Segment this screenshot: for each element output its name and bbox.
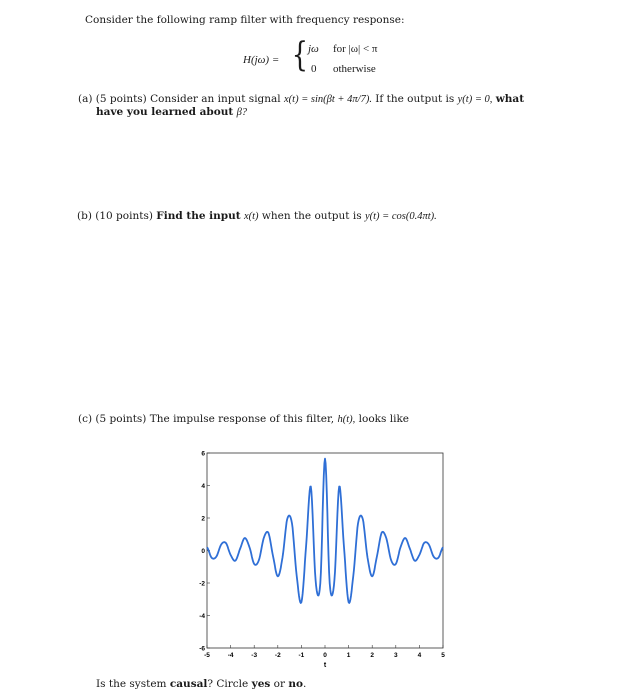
chart-y-tick-label: -2: [199, 580, 205, 588]
part-b-input-expr: x(t): [243, 211, 259, 222]
impulse-response-chart: [0, 435, 618, 675]
part-a-bold2: have you learned about: [96, 106, 234, 118]
part-a-beta: β?: [236, 107, 248, 118]
chart-x-tick-label: 1: [346, 652, 351, 659]
chart-x-tick-label: -1: [298, 652, 305, 659]
chart-x-tick-label: 5: [441, 652, 445, 659]
part-a-text2: If the output is: [375, 93, 455, 105]
part-a-line2: [96, 106, 247, 119]
part-a-label: (a): [78, 93, 93, 105]
part-b-points: (10 points): [95, 210, 153, 222]
chart-y-tick-label: 4: [201, 483, 205, 490]
equation-case2-value: 0: [311, 63, 317, 75]
part-b-output-expr: y(t) = cos(0.4πt).: [364, 211, 437, 222]
part-a-line1: [78, 93, 524, 106]
part-a-input-expr: x(t) = sin(βt + 4π/7).: [284, 94, 372, 105]
chart-x-tick-label: 2: [370, 652, 375, 659]
part-a-bold1: what: [495, 93, 525, 105]
chart-x-tick-label: -3: [251, 652, 258, 659]
part-c-expr: h(t),: [337, 414, 356, 425]
final-bold-causal: causal: [169, 678, 208, 690]
chart-y-tick-label: 6: [201, 450, 205, 458]
chart-x-tick-label: 0: [323, 652, 327, 659]
equation-brace: {: [291, 35, 308, 75]
chart-x-tick-label: -4: [227, 652, 234, 659]
final-text4: .: [302, 678, 307, 690]
part-c-label: (c): [78, 413, 93, 425]
equation-case1-condition: for |ω| < π: [333, 43, 378, 55]
part-b-label: (b): [77, 210, 92, 222]
chart-x-tick-label: 3: [393, 652, 398, 659]
chart-x-tick-label: 4: [417, 652, 422, 659]
part-c-points: (5 points): [95, 413, 147, 425]
part-a-text1: Consider an input signal: [150, 93, 281, 105]
final-question: [96, 678, 306, 691]
part-b-line: [77, 210, 437, 223]
final-bold-no: no: [288, 678, 303, 690]
chart-x-tick-label: -5: [204, 652, 210, 659]
part-a-points: (5 points): [95, 93, 147, 105]
chart-y-tick-label: 2: [201, 515, 205, 523]
chart-plot-frame: [207, 453, 443, 648]
intro-text: Consider the following ramp filter with frequency response:: [85, 14, 405, 26]
final-text3: or: [273, 678, 285, 690]
final-bold-yes: yes: [251, 678, 271, 690]
final-text2: ? Circle: [207, 678, 249, 690]
chart-y-tick-label: 0: [201, 548, 205, 555]
part-a-output-expr: y(t) = 0,: [457, 94, 493, 105]
part-c-text1: The impulse response of this filter,: [149, 413, 335, 425]
chart-y-tick-label: -4: [199, 613, 205, 620]
chart-y-tick-label: -6: [199, 645, 205, 653]
part-c-text2: looks like: [358, 413, 410, 425]
equation-case1-value: jω: [308, 43, 319, 55]
final-text1: Is the system: [96, 678, 167, 690]
equation-case2-condition: otherwise: [333, 63, 376, 75]
part-b-bold: Find the input: [156, 210, 241, 222]
part-b-text: when the output is: [261, 210, 362, 222]
chart-x-axis-label: t: [323, 662, 327, 669]
equation-lhs: H(jω) =: [243, 54, 280, 66]
part-c-line: [78, 413, 409, 426]
chart-x-tick-label: -2: [274, 652, 281, 659]
